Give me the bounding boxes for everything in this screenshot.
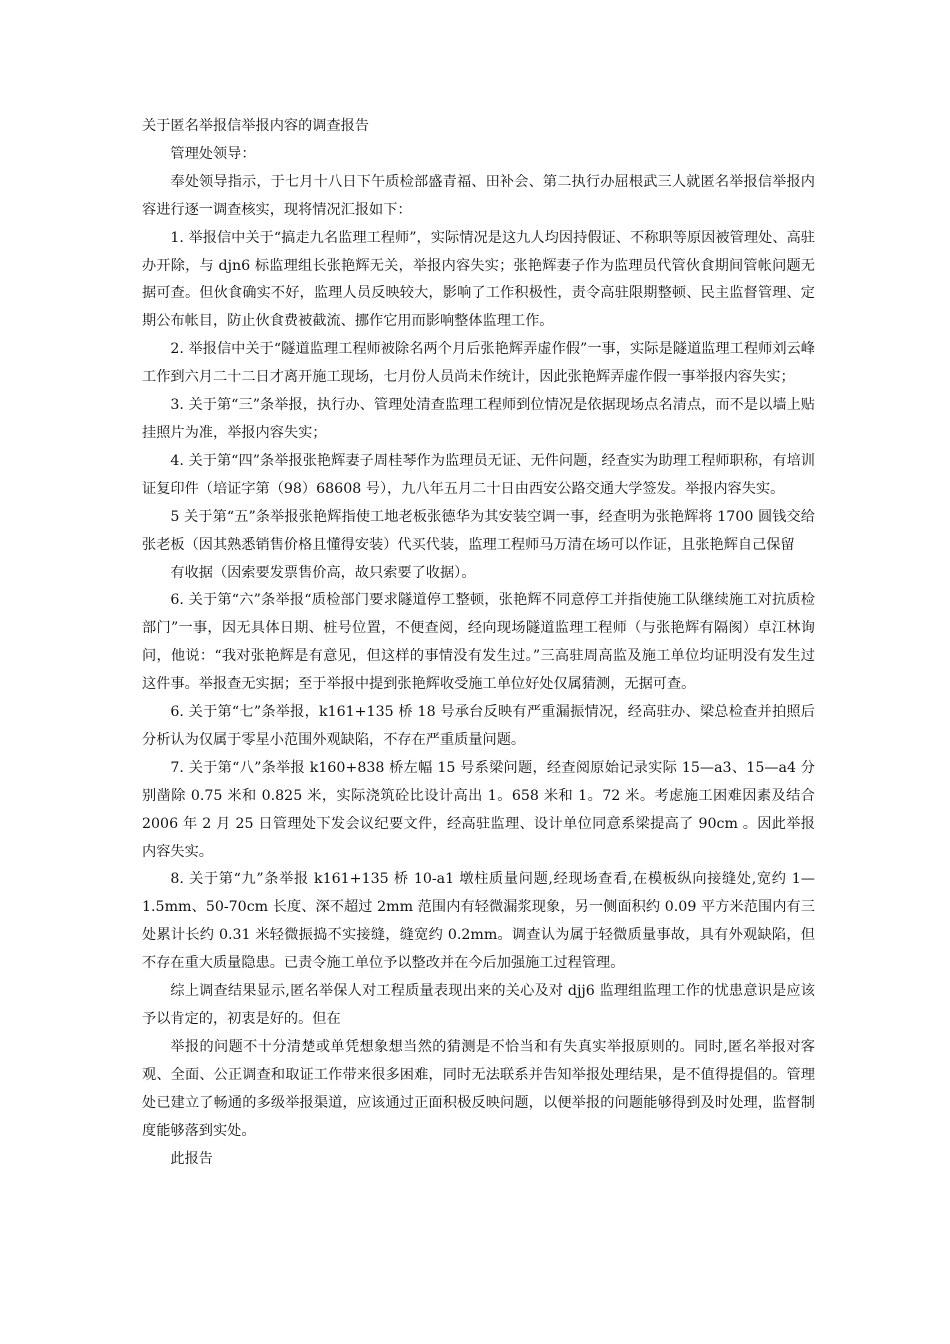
paragraph-item-8: 8. 关于第“九”条举报 k161+135 桥 10-a1 墩柱质量问题,经现场查看,在模板纵向接缝处,宽约 1—1.5mm、50-70cm 长度、深不超过 2mm 范围内有轻微漏浆现象，另一侧面积约 0.09 平方米范围内有三处累计长约 0.31 米轻微振捣不实接缝，缝宽约 0.2mm。调查认为属于轻微质量事故，具有外观缺陷，但不存在重大质量隐患。已责令施工单位予以整改并在今后加强施工过程管理。 [142,871,815,972]
paragraph-summary: 综上调查结果显示,匿名举保人对工程质量表现出来的关心及对 djj6 监理组监理工作的忧患意识是应该予以肯定的，初衷是好的。但在 [142,983,815,1027]
paragraph-item-5-cont: 有收据（因索要发票售价高，故只索要了收据）。 [170,564,476,581]
paragraph-item-3: 3. 关于第“三”条举报，执行办、管理处清查监理工程师到位情况是依据现场点名清点，而不是以墙上贴挂照片为准，举报内容失实； [142,397,815,441]
paragraph-summary-cont: 举报的问题不十分清楚或单凭想象想当然的猜测是不恰当和有失真实举报原则的。同时,匿名举报对客观、全面、公正调查和取证工作带来很多困难，同时无法联系并告知举报处理结果，是不值得提倡的。管理处已建立了畅通的多级举报渠道，应该通过正面积极反映问题，以便举报的问题能够得到及时处理，监督制度能够落到实处。 [142,1038,815,1139]
paragraph-intro: 奉处领导指示，于七月十八日下午质检部盛青福、田补会、第二执行办屈根武三人就匿名举报信举报内容进行逐一调查核实，现将情况汇报如下： [142,173,815,218]
salutation: 管理处领导： [170,145,256,162]
paragraph-item-2: 2. 举报信中关于“隧道监理工程师被除名两个月后张艳辉弄虚作假”一事，实际是隧道监理工程师刘云峰工作到六月二十二日才离开施工现场，七月份人员尚未作统计，因此张艳辉弄虚作假一事举报内容失实； [142,341,815,386]
document-title: 关于匿名举报信举报内容的调查报告 [142,118,370,134]
paragraph-item-7: 7. 关于第“八”条举报 k160+838 桥左幅 15 号系梁问题，经查阅原始记录实际 15—a3、15—a4 分别凿除 0.75 米和 0.825 米，实际浇筑砼比设计高出 1。658 米和 1。72 米。考虑施工困难因素及结合 2006 年 2 月 25 日管理处下发会议纪要文件，经高驻监理、设计单位同意系梁提高了 90cm 。因此举报内容失实。 [142,759,815,860]
document-page [142,113,815,1173]
paragraph-item-1: 1. 举报信中关于“搞走九名监理工程师”，实际情况是这九人均因持假证、不称职等原因被管理处、高驻办开除，与 djn6 标监理组长张艳辉无关，举报内容失实；张艳辉妻子作为监理员代管伙食期间管帐问题无据可查。但伙食确实不好，监理人员反映较大，影响了工作积极性，责令高驻限期整顿、民主监督管理、定期公布帐目，防止伙食费被截流、挪作它用而影响整体监理工作。 [142,229,815,330]
paragraph-item-5: 5 关于第“五”条举报张艳辉指使工地老板张德华为其安装空调一事，经查明为张艳辉将 1700 圆钱交给张老板（因其熟悉销售价格且懂得安装）代买代装，监理工程师马万清在场可以作证，且张艳辉自己保留 [142,508,815,553]
paragraph-item-4: 4. 关于第“四”条举报张艳辉妻子周桂琴作为监理员无证、无件问题，经查实为助理工程师职称，有培训证复印件（培证字第（98）68608 号），九八年五月二十日由西安公路交通大学签发。举报内容失实。 [142,452,815,497]
paragraph-item-6: 6. 关于第“六”条举报“质检部门要求隧道停工整顿，张艳辉不同意停工并指使施工队继续施工对抗质检部门”一事，因无具体日期、桩号位置，不便查阅，经向现场隧道监理工程师（与张艳辉有隔阂）卓江林询问，他说：“我对张艳辉是有意见，但这样的事情没有发生过。”三高驻周高监及施工单位均证明没有发生过这件事。举报查无实据；至于举报中提到张艳辉收受施工单位好处仅属猜测，无据可查。 [142,592,815,693]
closing-line: 此报告 [170,1150,213,1167]
paragraph-item-6b: 6. 关于第“七”条举报，k161+135 桥 18 号承台反映有严重漏振情况，经高驻办、梁总检查并拍照后分析认为仅属于零星小范围外观缺陷，不存在严重质量问题。 [142,704,815,748]
